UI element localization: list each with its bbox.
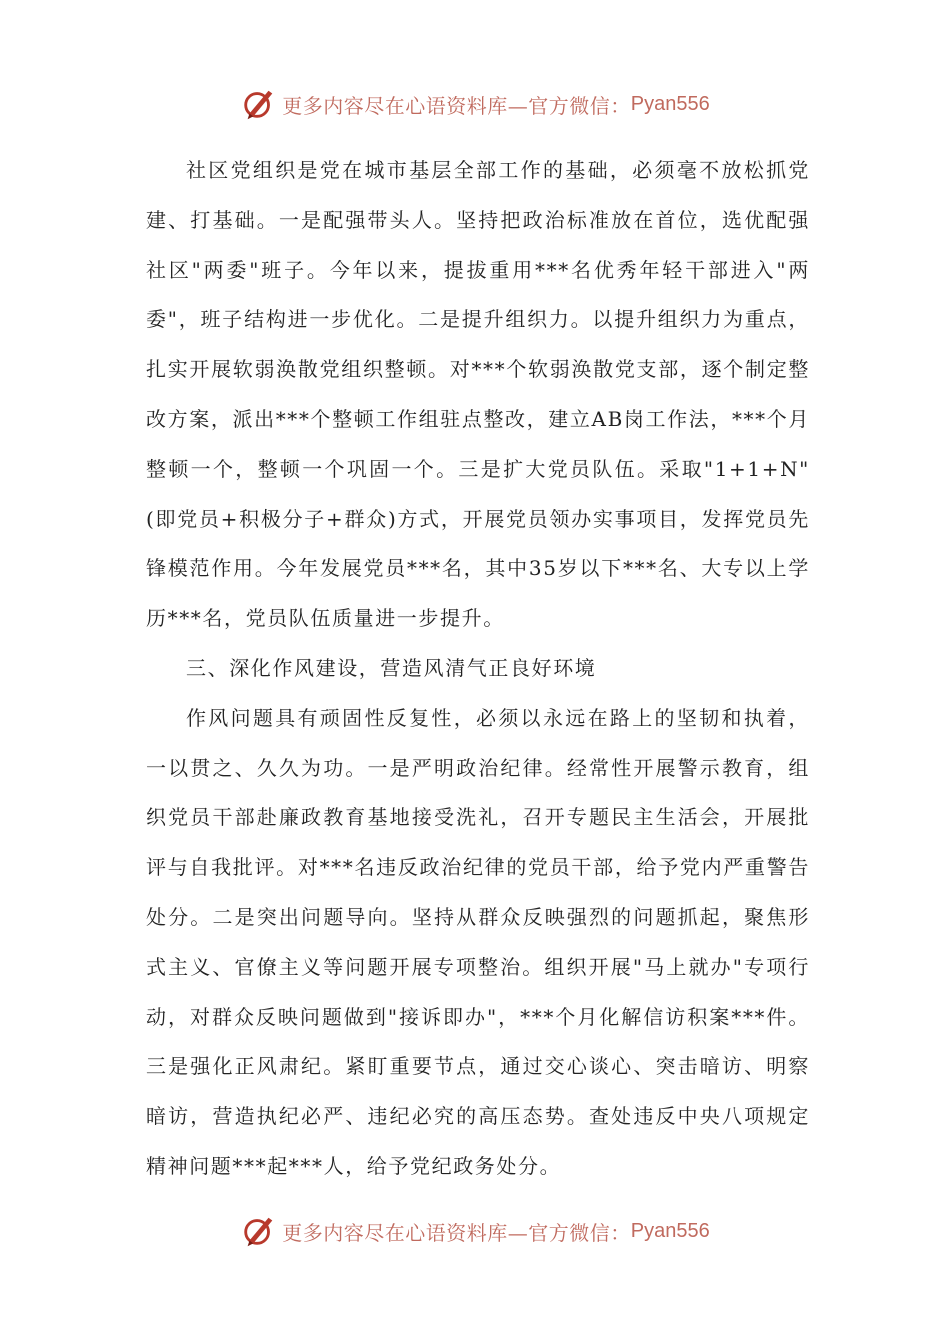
footer-watermark-text: 更多内容尽在心语资料库—官方微信： [282, 1220, 631, 1245]
document-body [146, 146, 810, 1192]
header-watermark-text: 更多内容尽在心语资料库—官方微信： [282, 93, 631, 118]
pen-circle-logo-icon [240, 85, 278, 123]
section-heading-three: 三、深化作风建设，营造风清气正良好环境 [186, 655, 597, 680]
header-wechat-id: Pyan556 [630, 92, 710, 115]
footer-wechat-id: Pyan556 [630, 1219, 710, 1242]
footer-watermark-banner [0, 1209, 950, 1253]
pen-circle-logo-icon [240, 1212, 278, 1250]
paragraph-work-style: 作风问题具有顽固性反复性，必须以永远在路上的坚韧和执着，一以贯之、久久为功。一是严明政治纪律。经常性开展警示教育，组织党员干部赴廉政教育基地接受洗礼，召开专题民主生活会，开展批评与自我批评。对***名违反政治纪律的党员干部，给予党内严重警告处分。二是突出问题导向。坚持从群众反映强烈的问题抓起，聚焦形式主义、官僚主义等问题开展专项整治。组织开展"马上就办"专项行动，对群众反映问题做到"接诉即办"，***个月化解信访积案***件。三是强化正风肃纪。紧盯重要节点，通过交心谈心、突击暗访、明察暗访，营造执纪必严、违纪必究的高压态势。查处违反中央八项规定精神问题***起***人，给予党纪政务处分。 [146, 705, 810, 1178]
header-watermark-banner [0, 82, 950, 126]
paragraph-community-party-building: 社区党组织是党在城市基层全部工作的基础，必须毫不放松抓党建、打基础。一是配强带头人。坚持把政治标准放在首位，选优配强社区"两委"班子。今年以来，提拔重用***名优秀年轻干部进入"两委"，班子结构进一步优化。二是提升组织力。以提升组织力为重点，扎实开展软弱涣散党组织整顿。对***个软弱涣散党支部，逐个制定整改方案，派出***个整顿工作组驻点整改，建立AB岗工作法，***个月整顿一个，整顿一个巩固一个。三是扩大党员队伍。采取"1+1+N"(即党员+积极分子+群众)方式，开展党员领办实事项目，发挥党员先锋模范作用。今年发展党员***名，其中35岁以下***名、大专以上学历***名，党员队伍质量进一步提升。 [146, 158, 810, 631]
